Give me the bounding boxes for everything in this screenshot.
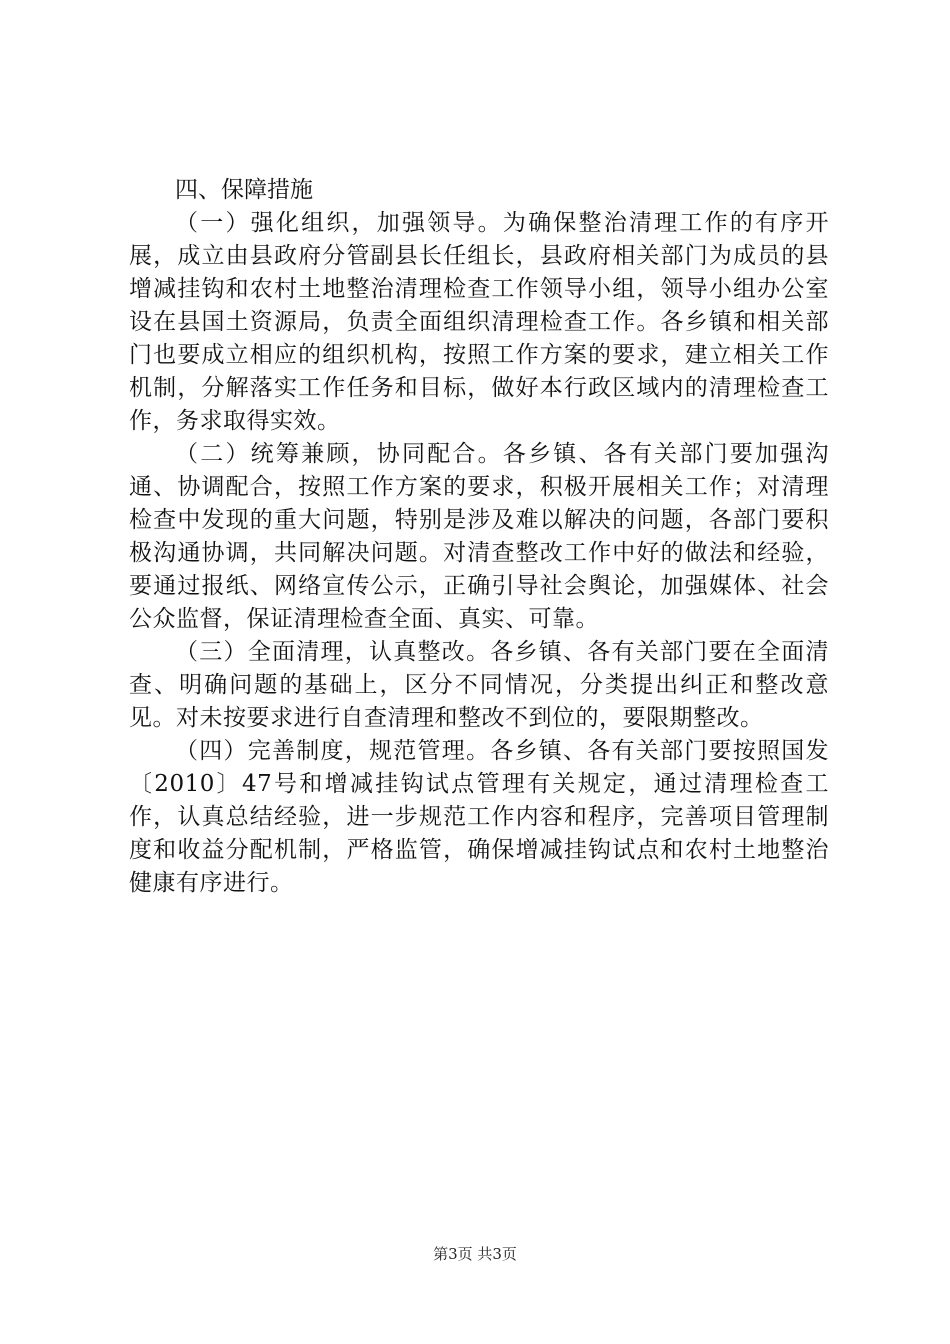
paragraph-3: （三）全面清理，认真整改。各乡镇、各有关部门要在全面清查、明确问题的基础上，区分不同情况，分类提出纠正和整改意见。对未按要求进行自查清理和整改不到位的，要限期整改。	[129, 639, 829, 731]
document-body	[129, 174, 829, 900]
section-heading: 四、保障措施	[175, 177, 313, 203]
page-footer: 第3页 共3页	[433, 1245, 517, 1263]
paragraph-4: （四）完善制度，规范管理。各乡镇、各有关部门要按照国发〔2010〕47号和增减挂钩试点管理有关规定，通过清理检查工作，认真总结经验，进一步规范工作内容和程序，完善项目管理制度和收益分配机制，严格监管，确保增减挂钩试点和农村土地整治健康有序进行。	[129, 738, 829, 896]
paragraph-1: （一）强化组织，加强领导。为确保整治清理工作的有序开展，成立由县政府分管副县长任组长，县政府相关部门为成员的县增减挂钩和农村土地整治清理检查工作领导小组，领导小组办公室设在县国土资源局，负责全面组织清理检查工作。各乡镇和相关部门也要成立相应的组织机构，按照工作方案的要求，建立相关工作机制，分解落实工作任务和目标，做好本行政区域内的清理检查工作，务求取得实效。	[129, 210, 829, 434]
paragraph-2: （二）统筹兼顾，协同配合。各乡镇、各有关部门要加强沟通、协调配合，按照工作方案的要求，积极开展相关工作；对清理检查中发现的重大问题，特别是涉及难以解决的问题，各部门要积极沟通协调，共同解决问题。对清查整改工作中好的做法和经验，要通过报纸、网络宣传公示，正确引导社会舆论，加强媒体、社会公众监督，保证清理检查全面、真实、可靠。	[129, 441, 829, 632]
